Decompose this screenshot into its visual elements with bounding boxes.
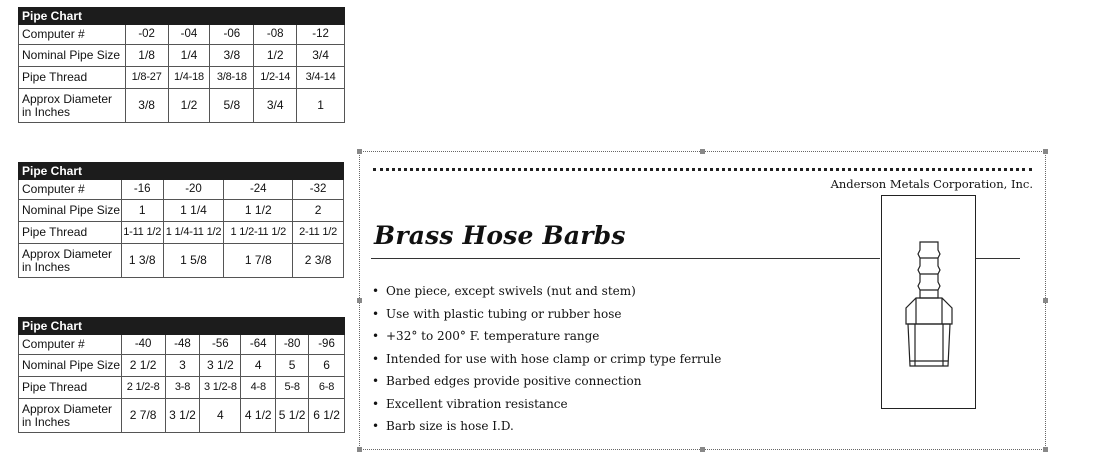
- cell: -08: [254, 25, 297, 45]
- bullet-icon: •: [372, 329, 380, 343]
- cell: -96: [309, 335, 345, 355]
- cell: 1: [297, 89, 345, 123]
- cell: 3/8: [210, 45, 254, 67]
- cell: 1 1/4: [163, 200, 224, 222]
- row-label-line: Approx Diameter: [22, 246, 113, 261]
- cell: 3/8: [125, 89, 168, 123]
- cell: -56: [200, 335, 241, 355]
- feature-item: [372, 393, 721, 416]
- cell: -64: [241, 335, 276, 355]
- row-label: [19, 89, 126, 123]
- row-label: Computer #: [19, 335, 122, 355]
- resize-handle-bottom-right[interactable]: [1043, 447, 1048, 452]
- pipe-chart-title: Pipe Chart: [19, 8, 345, 25]
- hose-barb-fitting-icon: [882, 196, 975, 408]
- cell: 3/4: [254, 89, 297, 123]
- cell: 2 7/8: [121, 399, 165, 433]
- resize-handle-bottom-left[interactable]: [357, 447, 362, 452]
- dotted-divider: [373, 168, 1032, 171]
- pipe-chart-title: Pipe Chart: [19, 318, 345, 335]
- cell: 1/8: [125, 45, 168, 67]
- feature-list: [372, 280, 721, 438]
- cell: -16: [121, 180, 163, 200]
- feature-item: [372, 370, 721, 393]
- product-card[interactable]: [359, 151, 1046, 450]
- row-label: [19, 244, 122, 278]
- cell: -40: [121, 335, 165, 355]
- row-label-line: in Inches: [22, 259, 71, 274]
- resize-handle-right[interactable]: [1043, 298, 1048, 303]
- cell: 2-11 1/2: [293, 222, 344, 244]
- feature-text: +32° to 200° F. temperature range: [386, 329, 600, 343]
- cell: 2: [293, 200, 344, 222]
- resize-handle-bottom[interactable]: [700, 447, 705, 452]
- cell: -06: [210, 25, 254, 45]
- product-title: Brass Hose Barbs: [374, 221, 626, 250]
- row-label: Nominal Pipe Size: [19, 45, 126, 67]
- cell: 1-11 1/2: [121, 222, 163, 244]
- row-label: Pipe Thread: [19, 222, 122, 244]
- cell: 1 1/4-11 1/2: [163, 222, 224, 244]
- feature-text: Barbed edges provide positive connection: [386, 374, 642, 388]
- row-label: Pipe Thread: [19, 377, 122, 399]
- cell: 1 1/2-11 1/2: [224, 222, 293, 244]
- pipe-chart-2: [18, 162, 344, 278]
- cell: -32: [293, 180, 344, 200]
- bullet-icon: •: [372, 306, 380, 321]
- cell: 2 3/8: [293, 244, 344, 278]
- bullet-icon: •: [372, 351, 380, 366]
- cell: 6 1/2: [309, 399, 345, 433]
- row-label: Pipe Thread: [19, 67, 126, 89]
- cell: 3: [165, 355, 200, 377]
- row-label: Computer #: [19, 180, 122, 200]
- cell: 1 3/8: [121, 244, 163, 278]
- cell: 5 1/2: [276, 399, 309, 433]
- feature-item: [372, 280, 721, 303]
- cell: -04: [168, 25, 210, 45]
- cell: 1/4: [168, 45, 210, 67]
- feature-text: Barb size is hose I.D.: [386, 419, 514, 433]
- row-label-line: in Inches: [22, 414, 71, 429]
- cell: 3/4: [297, 45, 345, 67]
- feature-text: Intended for use with hose clamp or crimp type ferrule: [386, 351, 722, 366]
- cell: 6-8: [309, 377, 345, 399]
- pipe-chart-3: [18, 317, 345, 433]
- feature-item: [372, 415, 721, 438]
- cell: 4-8: [241, 377, 276, 399]
- cell: 3 1/2: [200, 355, 241, 377]
- cell: 4 1/2: [241, 399, 276, 433]
- cell: 1 7/8: [224, 244, 293, 278]
- cell: 5/8: [210, 89, 254, 123]
- feature-item: [372, 325, 721, 348]
- bullet-icon: •: [372, 419, 380, 433]
- cell: 2 1/2: [121, 355, 165, 377]
- cell: -20: [163, 180, 224, 200]
- row-label: Nominal Pipe Size: [19, 200, 122, 222]
- cell: 4: [200, 399, 241, 433]
- row-label-line: in Inches: [22, 104, 71, 119]
- cell: 5: [276, 355, 309, 377]
- resize-handle-left[interactable]: [357, 298, 362, 303]
- row-label: [19, 399, 122, 433]
- company-name: Anderson Metals Corporation, Inc.: [830, 177, 1033, 191]
- bullet-icon: •: [372, 374, 380, 388]
- title-rule: [371, 258, 880, 259]
- cell: 5-8: [276, 377, 309, 399]
- product-image-frame: [881, 195, 976, 409]
- pipe-chart-title: Pipe Chart: [19, 163, 344, 180]
- pipe-chart-1: [18, 7, 345, 123]
- cell: 3 1/2: [165, 399, 200, 433]
- cell: 3-8: [165, 377, 200, 399]
- cell: 1/8-27: [125, 67, 168, 89]
- cell: 1/2-14: [254, 67, 297, 89]
- cell: 3 1/2-8: [200, 377, 241, 399]
- feature-text: One piece, except swivels (nut and stem): [386, 284, 636, 298]
- cell: -80: [276, 335, 309, 355]
- title-rule-right: [975, 258, 1020, 259]
- feature-item: [372, 303, 721, 326]
- resize-handle-top-right[interactable]: [1043, 149, 1048, 154]
- cell: 3/4-14: [297, 67, 345, 89]
- row-label: Computer #: [19, 25, 126, 45]
- bullet-icon: •: [372, 396, 380, 411]
- feature-text: Use with plastic tubing or rubber hose: [386, 306, 622, 321]
- resize-handle-top[interactable]: [700, 149, 705, 154]
- cell: 1/4-18: [168, 67, 210, 89]
- cell: 1: [121, 200, 163, 222]
- row-label: Nominal Pipe Size: [19, 355, 122, 377]
- cell: 3/8-18: [210, 67, 254, 89]
- cell: -02: [125, 25, 168, 45]
- cell: 1/2: [254, 45, 297, 67]
- bullet-icon: •: [372, 284, 380, 298]
- cell: 1/2: [168, 89, 210, 123]
- cell: 1 1/2: [224, 200, 293, 222]
- resize-handle-top-left[interactable]: [357, 149, 362, 154]
- cell: -48: [165, 335, 200, 355]
- row-label-line: Approx Diameter: [22, 401, 113, 416]
- cell: 6: [309, 355, 345, 377]
- cell: -24: [224, 180, 293, 200]
- cell: 4: [241, 355, 276, 377]
- cell: 1 5/8: [163, 244, 224, 278]
- feature-text: Excellent vibration resistance: [386, 396, 568, 411]
- feature-item: [372, 348, 721, 371]
- cell: 2 1/2-8: [121, 377, 165, 399]
- cell: -12: [297, 25, 345, 45]
- row-label-line: Approx Diameter: [22, 91, 113, 106]
